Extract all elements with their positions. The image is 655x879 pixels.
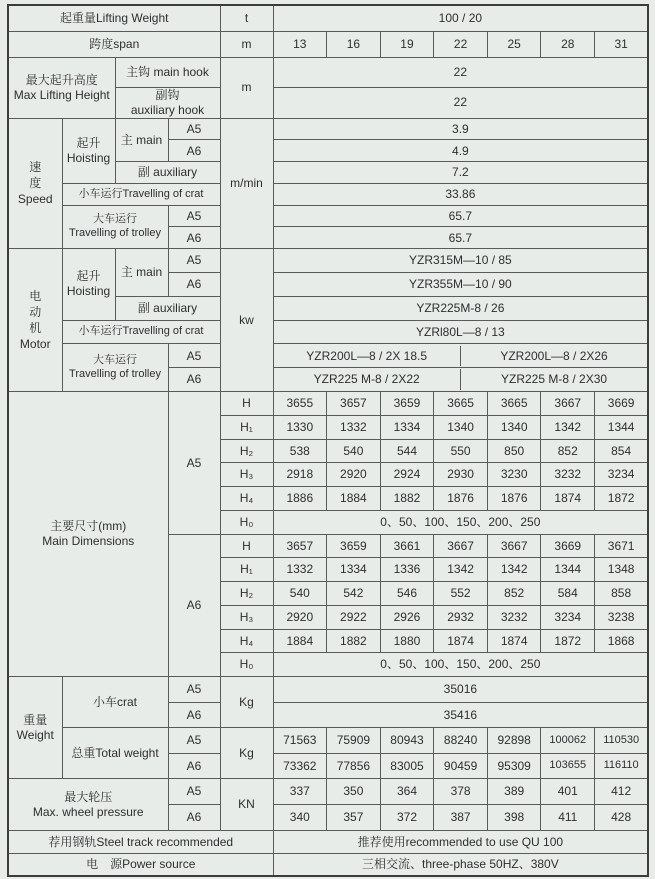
weight-value: 77856 <box>327 753 381 779</box>
motor-crane-a6-left: YZR225 M-8 / 2X22 <box>313 372 420 387</box>
weight-value: 103655 <box>541 753 595 779</box>
dim-value: 3665 <box>434 392 488 416</box>
dim-row-label: H₂ <box>220 439 273 463</box>
wheel-value: 340 <box>273 805 327 831</box>
dim-row-label: H₁ <box>220 415 273 439</box>
row-span <box>8 31 648 57</box>
dim-value: 2918 <box>273 463 327 487</box>
weight-value: 110530 <box>595 728 649 754</box>
weight-crat-label: 小车crat <box>62 677 168 728</box>
dim-value: 3657 <box>273 534 327 558</box>
speed-trolley-label: 小车运行Travelling of crat <box>62 183 220 205</box>
dim-value: 1882 <box>327 629 381 653</box>
weight-value: 83005 <box>380 753 434 779</box>
dim-value: 544 <box>380 439 434 463</box>
row-weight-total-a5 <box>8 728 648 754</box>
weight-crat-unit: Kg <box>220 677 273 728</box>
weight-value: 73362 <box>273 753 327 779</box>
dim-value: 852 <box>541 439 595 463</box>
class-label: A5 <box>168 205 220 227</box>
dim-value: 1874 <box>541 487 595 511</box>
motor-unit: kw <box>220 249 273 392</box>
span-label: 跨度span <box>8 31 220 57</box>
dim-value: 2930 <box>434 463 488 487</box>
wheel-value: 398 <box>487 805 541 831</box>
motor-main-a5-value: YZR315M—10 / 85 <box>273 249 648 273</box>
dim-row-label: H₃ <box>220 463 273 487</box>
dim-value: 1872 <box>541 629 595 653</box>
class-label: A6 <box>168 805 220 831</box>
dim-row-label: H₃ <box>220 605 273 629</box>
dim-value: 852 <box>487 582 541 606</box>
dim-value: 1336 <box>380 558 434 582</box>
dim-value: 3232 <box>487 605 541 629</box>
lifting-weight-unit: t <box>220 5 273 31</box>
class-label: A5 <box>168 779 220 805</box>
dim-row-label: H₁ <box>220 558 273 582</box>
wheel-value: 389 <box>487 779 541 805</box>
dim-value: 1868 <box>595 629 649 653</box>
dim-row-label: H₄ <box>220 629 273 653</box>
wheel-value: 411 <box>541 805 595 831</box>
main-hook-value: 22 <box>273 57 648 87</box>
speed-crane-a6-value: 65.7 <box>273 227 648 249</box>
speed-crane-label: 大车运行 Travelling of trolley <box>62 205 168 249</box>
class-label: A6 <box>168 534 220 677</box>
span-value: 25 <box>487 31 541 57</box>
span-value: 19 <box>380 31 434 57</box>
dim-row-label: H <box>220 392 273 416</box>
span-value: 16 <box>327 31 381 57</box>
speed-aux-value: 7.2 <box>273 162 648 184</box>
max-lifting-height-label <box>8 57 115 118</box>
row-dim-a5-h <box>8 392 648 416</box>
class-label: A6 <box>168 368 220 392</box>
dim-row-label: H₂ <box>220 582 273 606</box>
class-label: A5 <box>168 728 220 754</box>
dim-value: 3661 <box>380 534 434 558</box>
motor-main-label: 主 main <box>115 249 168 297</box>
dim-value: 3230 <box>487 463 541 487</box>
dim-value: 1332 <box>327 415 381 439</box>
dim-value: 1340 <box>434 415 488 439</box>
dim-value: 854 <box>595 439 649 463</box>
wheel-value: 428 <box>595 805 649 831</box>
speed-aux-label: 副 auxiliary <box>115 162 220 184</box>
dim-value: 3234 <box>541 605 595 629</box>
dim-value: 1344 <box>595 415 649 439</box>
dim-value: 1340 <box>487 415 541 439</box>
row-weight-crat-a5 <box>8 677 648 703</box>
dim-value: 550 <box>434 439 488 463</box>
weight-crat-a5-value: 35016 <box>273 677 648 703</box>
dim-value: 584 <box>541 582 595 606</box>
wheel-pressure-label: 最大轮压 Max. wheel pressure <box>8 779 168 831</box>
dim-value: 3667 <box>487 534 541 558</box>
dim-row-label: H₄ <box>220 487 273 511</box>
dim-value: 3659 <box>327 534 381 558</box>
class-label: A5 <box>168 118 220 140</box>
weight-value: 92898 <box>487 728 541 754</box>
crane-spec-table <box>7 4 649 877</box>
dim-value: 1884 <box>273 629 327 653</box>
weight-value: 95309 <box>487 753 541 779</box>
motor-crane-label: 大车运行 Travelling of trolley <box>62 344 168 392</box>
dim-value: 1348 <box>595 558 649 582</box>
weight-value: 88240 <box>434 728 488 754</box>
speed-trolley-value: 33.86 <box>273 183 648 205</box>
dim-value: 1342 <box>487 558 541 582</box>
motor-section-title: 电 动 机 Motor <box>8 249 62 392</box>
dim-value: 858 <box>595 582 649 606</box>
dim-value: 552 <box>434 582 488 606</box>
motor-aux-label: 副 auxiliary <box>115 296 220 320</box>
dim-value: 1342 <box>541 415 595 439</box>
dim-value: 546 <box>380 582 434 606</box>
speed-crane-a5-value: 65.7 <box>273 205 648 227</box>
weight-value: 75909 <box>327 728 381 754</box>
main-hook-label: 主钩 main hook <box>115 57 220 87</box>
row-speed-trolley <box>8 183 648 205</box>
speed-unit: m/min <box>220 118 273 249</box>
dim-value: 1874 <box>487 629 541 653</box>
dim-value: 2922 <box>327 605 381 629</box>
dim-value: 3667 <box>541 392 595 416</box>
motor-hoisting-label: 起升 Hoisting <box>62 249 115 320</box>
dim-value: 1876 <box>434 487 488 511</box>
dim-value: 1342 <box>434 558 488 582</box>
dim-value: 1884 <box>327 487 381 511</box>
span-value: 31 <box>595 31 649 57</box>
dim-value: 2924 <box>380 463 434 487</box>
motor-main-a6-value: YZR355M—10 / 90 <box>273 273 648 297</box>
class-label: A6 <box>168 273 220 297</box>
weight-value: 80943 <box>380 728 434 754</box>
row-speed-main-a5 <box>8 118 648 140</box>
span-value: 13 <box>273 31 327 57</box>
class-label: A5 <box>168 249 220 273</box>
dim-value: 850 <box>487 439 541 463</box>
max-lifting-height-label-en: Max Lifting Height <box>13 87 110 102</box>
motor-crane-a5-left: YZR200L—8 / 2X 18.5 <box>306 348 428 363</box>
class-label: A5 <box>168 392 220 535</box>
dim-value: 3669 <box>541 534 595 558</box>
lifting-weight-label: 起重量Lifting Weight <box>8 5 220 31</box>
dim-value: 3659 <box>380 392 434 416</box>
wheel-value: 364 <box>380 779 434 805</box>
max-lifting-height-unit: m <box>220 57 273 118</box>
row-power-source <box>8 854 648 876</box>
dim-value: 542 <box>327 582 381 606</box>
max-lifting-height-label-zh: 最大起升高度 <box>25 72 98 87</box>
speed-main-label: 主 main <box>115 118 168 162</box>
speed-section-title: 速 度 Speed <box>8 118 62 249</box>
wheel-value: 372 <box>380 805 434 831</box>
class-label: A5 <box>168 344 220 368</box>
motor-crane-a5-values <box>273 344 648 368</box>
dim-value: 2932 <box>434 605 488 629</box>
row-lifting-weight <box>8 5 648 31</box>
dim-value: 3657 <box>327 392 381 416</box>
weight-value: 71563 <box>273 728 327 754</box>
row-speed-crane-a5 <box>8 205 648 227</box>
weight-value: 100062 <box>541 728 595 754</box>
class-label: A6 <box>168 227 220 249</box>
motor-trolley-label: 小车运行Travelling of crat <box>62 320 220 344</box>
dim-value: 1334 <box>327 558 381 582</box>
dim-value: 538 <box>273 439 327 463</box>
dim-value: 3232 <box>541 463 595 487</box>
aux-hook-value: 22 <box>273 87 648 118</box>
class-label: A6 <box>168 702 220 728</box>
row-max-lifting-height-main <box>8 57 648 87</box>
row-motor-main-a5 <box>8 249 648 273</box>
row-steel-track <box>8 831 648 854</box>
dim-value: 1344 <box>541 558 595 582</box>
power-source-value: 三相交流、three-phase 50HZ、380V <box>273 854 648 876</box>
speed-main-a6-value: 4.9 <box>273 140 648 162</box>
span-unit: m <box>220 31 273 57</box>
wheel-value: 357 <box>327 805 381 831</box>
motor-crane-a5-right: YZR200L—8 / 2X26 <box>460 346 647 366</box>
wheel-value: 350 <box>327 779 381 805</box>
motor-trolley-value: YZRl80L—8 / 13 <box>273 320 648 344</box>
class-label: A6 <box>168 140 220 162</box>
dim-value: 1874 <box>434 629 488 653</box>
weight-section-title: 重量 Weight <box>8 677 62 779</box>
wheel-value: 401 <box>541 779 595 805</box>
dim-row-label: H₀ <box>220 510 273 534</box>
class-label: A5 <box>168 677 220 703</box>
weight-crat-a6-value: 35416 <box>273 702 648 728</box>
class-label: A6 <box>168 753 220 779</box>
dim-value: 540 <box>327 439 381 463</box>
motor-crane-a6-right: YZR225 M-8 / 2X30 <box>460 369 647 389</box>
dim-value: 3238 <box>595 605 649 629</box>
dim-h0-value: 0、50、100、150、200、250 <box>273 653 648 677</box>
dim-row-label: H <box>220 534 273 558</box>
weight-total-label: 总重Total weight <box>62 728 168 779</box>
span-value: 22 <box>434 31 488 57</box>
dim-value: 2920 <box>273 605 327 629</box>
wheel-pressure-unit: KN <box>220 779 273 831</box>
row-motor-trolley <box>8 320 648 344</box>
wheel-value: 387 <box>434 805 488 831</box>
dim-value: 3665 <box>487 392 541 416</box>
dim-value: 1330 <box>273 415 327 439</box>
dim-h0-value: 0、50、100、150、200、250 <box>273 510 648 534</box>
row-wheel-a5 <box>8 779 648 805</box>
motor-crane-a6-values <box>273 368 648 392</box>
row-motor-crane-a5 <box>8 344 648 368</box>
wheel-value: 412 <box>595 779 649 805</box>
dim-row-label: H₀ <box>220 653 273 677</box>
weight-value: 116110 <box>595 753 649 779</box>
dim-value: 2926 <box>380 605 434 629</box>
steel-track-label: 荐用钢轨Steel track recommended <box>8 831 273 854</box>
aux-hook-label: 副钩 auxiliary hook <box>115 87 220 118</box>
span-value: 28 <box>541 31 595 57</box>
dim-value: 1882 <box>380 487 434 511</box>
dim-value: 540 <box>273 582 327 606</box>
wheel-value: 337 <box>273 779 327 805</box>
dim-value: 1886 <box>273 487 327 511</box>
dim-value: 1332 <box>273 558 327 582</box>
dim-value: 1334 <box>380 415 434 439</box>
dim-value: 3667 <box>434 534 488 558</box>
motor-aux-value: YZR225M-8 / 26 <box>273 296 648 320</box>
speed-hoisting-label: 起升 Hoisting <box>62 118 115 183</box>
lifting-weight-value: 100 / 20 <box>273 5 648 31</box>
dim-value: 3669 <box>595 392 649 416</box>
power-source-label: 电 源Power source <box>8 854 273 876</box>
dim-value: 1880 <box>380 629 434 653</box>
dimensions-label: 主要尺寸(mm) Main Dimensions <box>8 392 168 677</box>
speed-main-a5-value: 3.9 <box>273 118 648 140</box>
weight-value: 90459 <box>434 753 488 779</box>
wheel-value: 378 <box>434 779 488 805</box>
dim-value: 1876 <box>487 487 541 511</box>
steel-track-value: 推荐使用recommended to use QU 100 <box>273 831 648 854</box>
dim-value: 3234 <box>595 463 649 487</box>
dim-value: 3671 <box>595 534 649 558</box>
dim-value: 2920 <box>327 463 381 487</box>
dim-value: 3655 <box>273 392 327 416</box>
weight-total-unit: Kg <box>220 728 273 779</box>
dim-value: 1872 <box>595 487 649 511</box>
